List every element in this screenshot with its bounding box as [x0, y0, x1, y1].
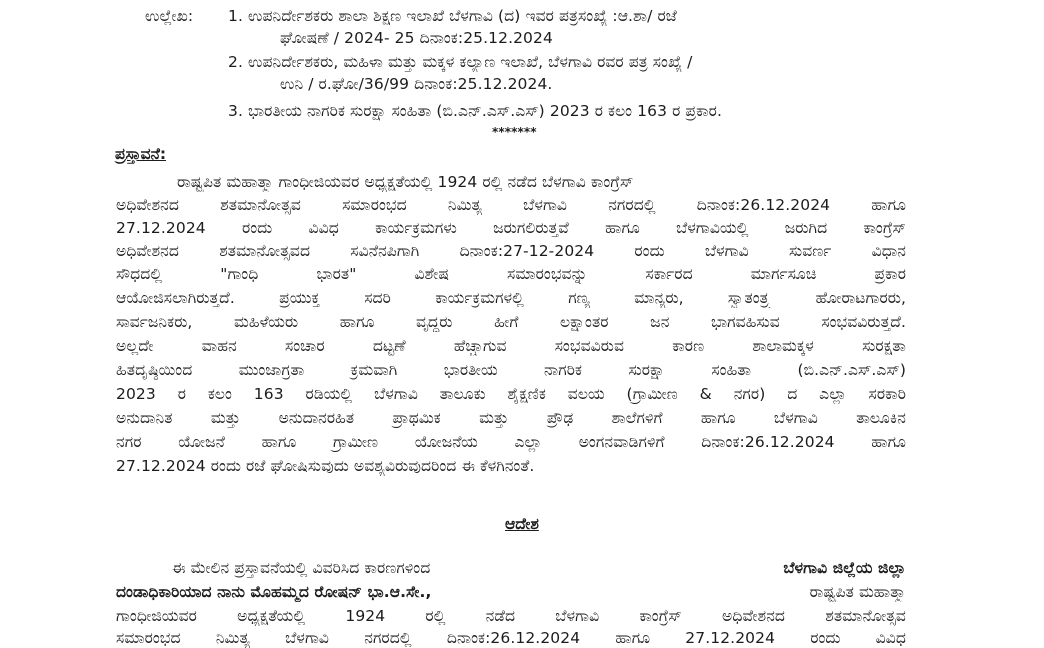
preamble-line-8: ಅಲ್ಲದೇ ವಾಹನ ಸಂಚಾರ ದಟ್ಟಣೆ ಹೆಚ್ಚಾಗುವ ಸಂಭವವಿರುವ ಕಾರಣ ಶಾಲಾಮಕ್ಕಳ ಸುರಕ್ಷತಾ — [116, 337, 906, 355]
order-heading: ಆದೇಶ — [505, 515, 539, 533]
reference-1-line-2: ಘೋಷಣೆ / 2024- 25 ದಿನಾಂಕ:25.12.2024 — [280, 29, 553, 47]
preamble-line-10: 2023 ರ ಕಲಂ 163 ರಡಿಯಲ್ಲಿ ಬೆಳಗಾವಿ ತಾಲೂಕು ಶೈಕ್ಷಣಿಕ ವಲಯ (ಗ್ರಾಮೀಣ & ನಗರ) ದ ಎಲ್ಲಾ ಸರಕಾರಿ — [116, 385, 906, 403]
reference-3-line-1: 3. ಭಾರತೀಯ ನಾಗರಿಕ ಸುರಕ್ಷಾ ಸಂಹಿತಾ (ಬಿ.ಎನ್.ಎಸ್.ಎಸ್) 2023 ರ ಕಲಂ 163 ರ ಪ್ರಕಾರ. — [228, 102, 722, 120]
order-line-1-bold: ಬೆಳಗಾವಿ ಜಿಲ್ಲೆಯ ಜಿಲ್ಲಾ — [783, 559, 906, 577]
preamble-line-5: ಸೌಧದಲ್ಲಿ "ಗಾಂಧಿ ಭಾರತ" ವಿಶೇಷ ಸಮಾರಂಭವನ್ನು ಸರ್ಕಾರದ ಮಾರ್ಗಸೂಚಿ ಪ್ರಕಾರ — [116, 265, 906, 283]
reference-2-line-2: ಉನಿ / ರ.ಘೋ/36/99 ದಿನಾಂಕ:25.12.2024. — [280, 75, 553, 93]
order-line-3: ಗಾಂಧೀಜಿಯವರ ಅಧ್ಯಕ್ಷತೆಯಲ್ಲಿ 1924 ರಲ್ಲಿ ನಡೆದ ಬೆಳಗಾವಿ ಕಾಂಗ್ರೆಸ್ ಅಧಿವೇಶನದ ಶತಮಾನೋತ್ಸವ — [116, 607, 906, 625]
preamble-line-2: ಅಧಿವೇಶನದ ಶತಮಾನೋತ್ಸವ ಸಮಾರಂಭದ ನಿಮಿತ್ಯ ಬೆಳಗಾವಿ ನಗರದಲ್ಲಿ ದಿನಾಂಕ:26.12.2024 ಹಾಗೂ — [116, 196, 906, 214]
order-line-4: ಸಮಾರಂಭದ ನಿಮಿತ್ಯ ಬೆಳಗಾವಿ ನಗರದಲ್ಲಿ ದಿನಾಂಕ:26.12.2024 ಹಾಗೂ 27.12.2024 ರಂದು ವಿವಿಧ — [116, 629, 906, 647]
order-line-2 — [116, 582, 906, 602]
reference-2-line-1: 2. ಉಪನಿರ್ದೇಶಕರು, ಮಹಿಳಾ ಮತ್ತು ಮಕ್ಕಳ ಕಲ್ಯಾಣ ಇಲಾಖೆ, ಬೆಳಗಾವಿ ರವರ ಪತ್ರ ಸಂಖ್ಯೆ / — [228, 53, 693, 71]
preamble-line-9: ಹಿತದೃಷ್ಠಿಯಿಂದ ಮುಂಜಾಗ್ರತಾ ಕ್ರಮವಾಗಿ ಭಾರತೀಯ ನಾಗರಿಕ ಸುರಕ್ಷಾ ಸಂಹಿತಾ (ಬಿ.ಎನ್.ಎಸ್.ಎಸ್) — [116, 361, 906, 379]
preamble-line-1: ರಾಷ್ಟ್ರಪಿತ ಮಹಾತ್ಮಾ ಗಾಂಧೀಜಿಯವರ ಅಧ್ಯಕ್ಷತೆಯಲ್ಲಿ 1924 ರಲ್ಲಿ ನಡೆದ ಬೆಳಗಾವಿ ಕಾಂಗ್ರೆಸ್ — [177, 173, 634, 191]
references-label: ಉಲ್ಲೇಖ: — [145, 7, 194, 25]
order-line-2-text: ರಾಷ್ಟ್ರಪಿತ ಮಹಾತ್ಮಾ — [809, 583, 906, 601]
preamble-line-7: ಸಾರ್ವಜನಿಕರು, ಮಹಿಳೆಯರು ಹಾಗೂ ವೃದ್ಧರು ಹೀಗೆ ಲಕ್ಷಾಂತರ ಜನ ಭಾಗವಹಿಸುವ ಸಂಭವವಿರುತ್ತದೆ. — [116, 313, 906, 331]
preamble-line-3: 27.12.2024 ರಂದು ವಿವಿಧ ಕಾರ್ಯಕ್ರಮಗಳು ಜರುಗಲಿರುತ್ತವೆ ಹಾಗೂ ಬೆಳಗಾವಿಯಲ್ಲಿ ಜರುಗಿದ ಕಾಂಗ್ರೆಸ್ — [116, 219, 906, 237]
order-line-1 — [172, 558, 906, 578]
order-line-1-text: ಈ ಮೇಲಿನ ಪ್ರಸ್ತಾವನೆಯಲ್ಲಿ ವಿವರಿಸಿದ ಕಾರಣಗಳಿಂದ — [172, 559, 431, 577]
preamble-line-13: 27.12.2024 ರಂದು ರಜೆ ಘೋಷಿಸುವುದು ಅವಶ್ಯವಿರುವುದರಿಂದ ಈ ಕೆಳಗಿನಂತೆ. — [116, 457, 535, 475]
preamble-line-6: ಆಯೋಜಿಸಲಾಗಿರುತ್ತದೆ. ಪ್ರಯುಕ್ತ ಸದರಿ ಕಾರ್ಯಕ್ರಮಗಳಲ್ಲಿ ಗಣ್ಯ ಮಾನ್ಯರು, ಸ್ವಾತಂತ್ರ್ಯ ಹೋರಾಟಗಾರರು, — [116, 289, 906, 307]
preamble-line-12: ನಗರ ಯೋಜನೆ ಹಾಗೂ ಗ್ರಾಮೀಣ ಯೋಜನೆಯ ಎಲ್ಲಾ ಅಂಗನವಾಡಿಗಳಿಗೆ ದಿನಾಂಕ:26.12.2024 ಹಾಗೂ — [116, 433, 906, 451]
separator-stars: ******* — [492, 125, 537, 139]
preamble-line-11: ಅನುದಾನಿತ ಮತ್ತು ಅನುದಾನರಹಿತ ಪ್ರಾಥಮಿಕ ಮತ್ತು ಪ್ರೌಢ ಶಾಲೆಗಳಿಗೆ ಹಾಗೂ ಬೆಳಗಾವಿ ತಾಲೂಕಿನ — [116, 409, 906, 427]
order-line-2-bold: ದಂಡಾಧಿಕಾರಿಯಾದ ನಾನು ಮೊಹಮ್ಮದ ರೋಷನ್ ಭಾ.ಆ.ಸೇ., — [116, 583, 432, 601]
reference-1-line-1: 1. ಉಪನಿರ್ದೇಶಕರು ಶಾಲಾ ಶಿಕ್ಷಣ ಇಲಾಖೆ ಬೆಳಗಾವಿ (ದ) ಇವರ ಪತ್ರಸಂಖ್ಯೆ :ಆ.ಶಾ/ ರಜೆ — [228, 7, 677, 25]
preamble-heading: ಪ್ರಸ್ತಾವನೆ: — [115, 145, 167, 163]
preamble-line-4: ಅಧಿವೇಶನದ ಶತಮಾನೋತ್ಸವದ ಸವಿನೆನಪಿಗಾಗಿ ದಿನಾಂಕ:27-12-2024 ರಂದು ಬೆಳಗಾವಿ ಸುವರ್ಣ ವಿಧಾನ — [116, 242, 906, 260]
